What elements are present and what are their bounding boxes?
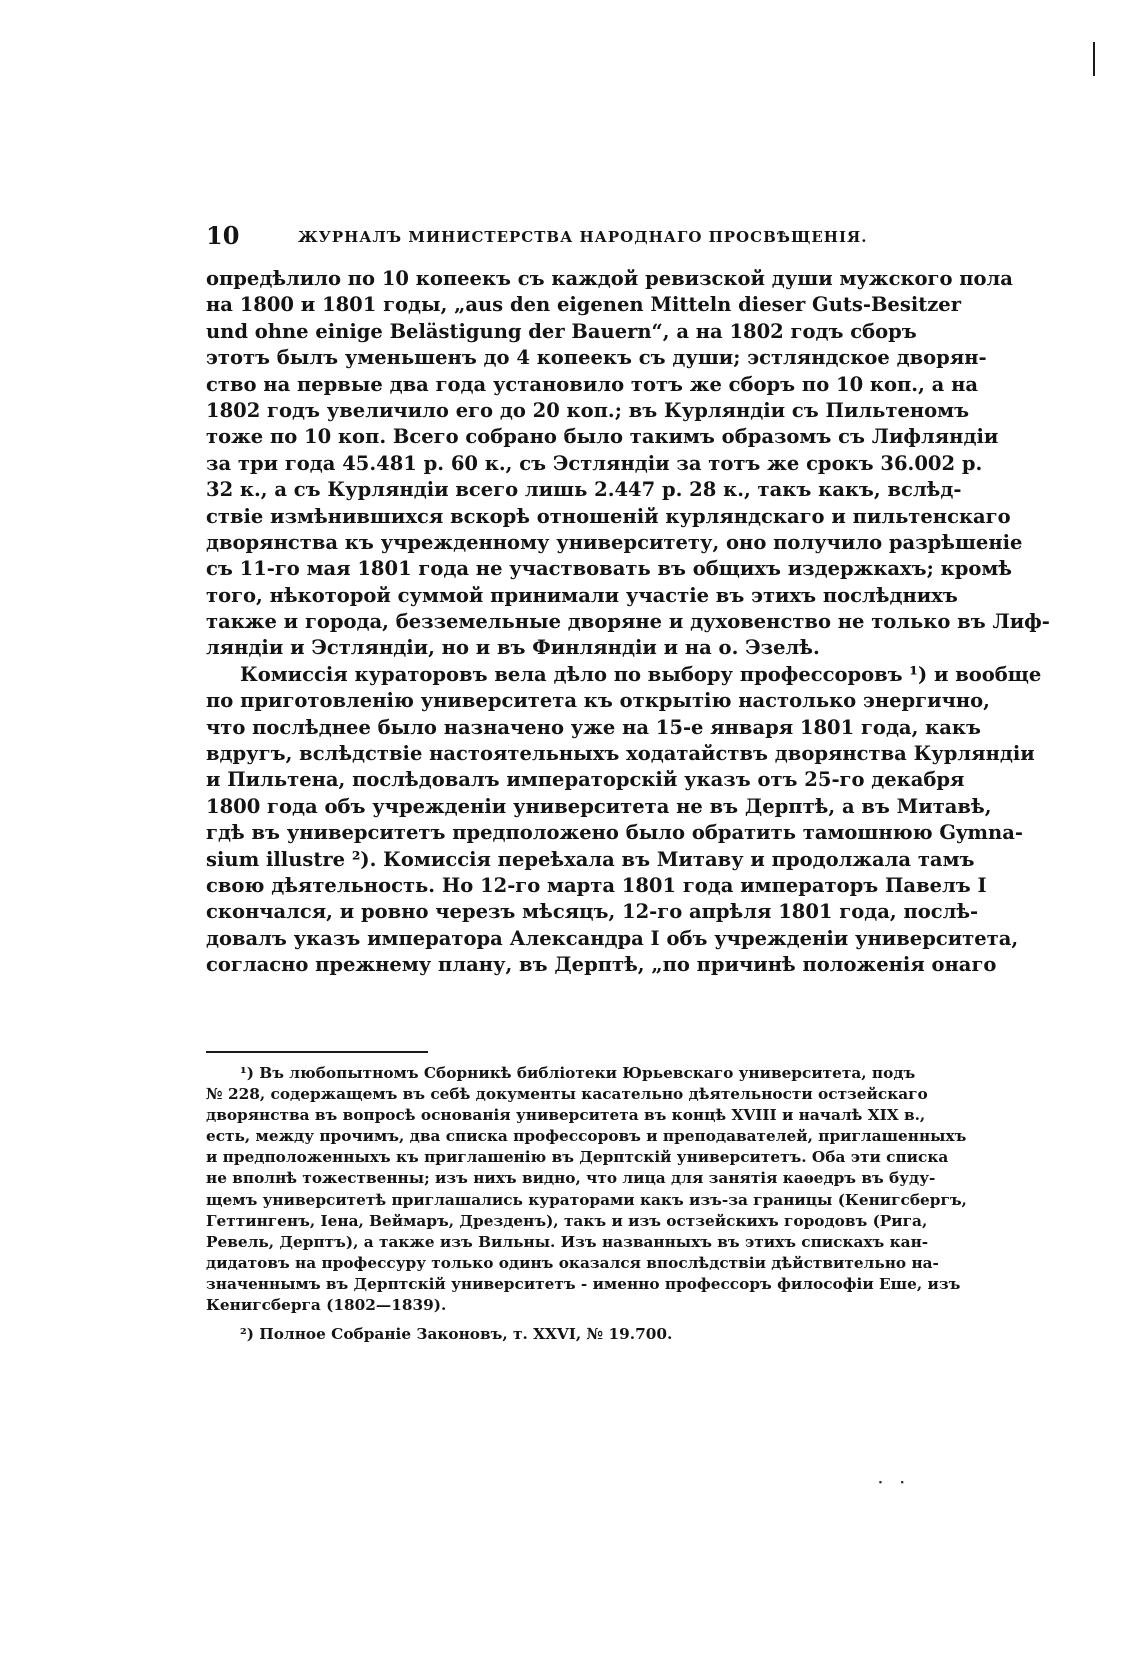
text-line: вдругъ, вслѣдствіе настоятельныхъ ходатайствъ дворянства Курляндіи: [206, 742, 1035, 766]
body-text: [206, 266, 1050, 979]
footnote-line: не вполнѣ тожественны; изъ нихъ видно, что лица для занятія каѳедръ въ буду-: [206, 1169, 936, 1188]
text-line: 1800 года объ учрежденіи университета не въ Дерптѣ, а въ Митавѣ,: [206, 794, 992, 818]
text-line: что послѣднее было назначено уже на 15-е января 1801 года, какъ: [206, 715, 981, 739]
text-line: гдѣ въ университетъ предположено было обратить тамошнюю Gymna-: [206, 821, 1023, 845]
text-line: и Пильтена, послѣдовалъ императорскій указъ отъ 25-го декабря: [206, 768, 965, 792]
footnote-line: ¹) Въ любопытномъ Сборникѣ библіотеки Юрьевскаго университета, подъ: [240, 1064, 916, 1082]
text-line: 32 к., а съ Курляндіи всего лишь 2.447 р. 28 к., такъ какъ, вслѣд-: [206, 478, 962, 502]
running-title: ЖУРНАЛЪ МИНИСТЕРСТВА НАРОДНАГО ПРОСВѢЩЕНІЯ.: [298, 228, 868, 246]
text-line: по приготовленію университета къ открытію настолько энергично,: [206, 689, 990, 713]
text-line: 1802 годъ увеличило его до 20 коп.; въ Курляндіи съ Пильтеномъ: [206, 398, 970, 422]
text-line: ство на первые два года установило тотъ же сборъ по 10 коп., а на: [206, 372, 978, 396]
text-line: также и города, безземельные дворяне и духовенство не только въ Лиф-: [206, 610, 1050, 634]
text-line: тоже по 10 коп. Всего собрано было такимъ образомъ съ Лифляндіи: [206, 425, 999, 449]
footnotes: [206, 1063, 967, 1345]
footnote-line: Кенигсберга (1802—1839).: [206, 1296, 447, 1315]
text-line: und ohne einige Belästigung der Bauern“, а на 1802 годъ сборъ: [206, 319, 917, 343]
page-number: 10: [206, 221, 240, 250]
footnote-line: значеннымъ въ Дерптскій университетъ - именно профессоръ философіи Еше, изъ: [206, 1274, 961, 1293]
footnote-line: есть, между прочимъ, два списка профессоровъ и преподавателей, приглашенныхъ: [206, 1127, 967, 1146]
footnote-gap: [206, 1316, 908, 1324]
text-line: дворянства къ учрежденному университету, оно получило разрѣшеніе: [206, 530, 1023, 554]
footnote-line: дидатовъ на профессуру только одинъ оказался впослѣдствіи дѣйствительно на-: [206, 1253, 939, 1272]
footnote-line: дворянства въ вопросѣ основанія университета въ концѣ XVIII и началѣ XIX в.,: [206, 1106, 926, 1125]
text-line: sium illustre ²). Комиссія переѣхала въ Митаву и продолжала тамъ: [206, 847, 975, 871]
text-line: этотъ былъ уменьшенъ до 4 копеекъ съ души; эстляндское дворян-: [206, 346, 987, 370]
text-line: довалъ указъ императора Александра I объ учрежденіи университета,: [206, 926, 1019, 950]
footnote-line: Геттингенъ, Іена, Веймаръ, Дрезденъ), такъ и изъ остзейскихъ городовъ (Рига,: [206, 1211, 928, 1230]
footnote-line: и предположенныхъ къ приглашенію въ Дерптскій университетъ. Оба эти списка: [206, 1148, 949, 1167]
footnote-line: щемъ университетѣ приглашались кураторами какъ изъ-за границы (Кенигсбергъ,: [206, 1190, 967, 1209]
footnote-2: ²) Полное Собраніе Законовъ, т. XXVI, № 19.700.: [240, 1325, 673, 1344]
text-line: Комиссія кураторовъ вела дѣло по выбору профессоровъ ¹) и вообще: [240, 662, 1042, 686]
footnote-line: № 228, содержащемъ въ себѣ документы касательно дѣятельности остзейскаго: [206, 1085, 928, 1104]
text-line: того, нѣкоторой суммой принимали участіе въ этихъ послѣднихъ: [206, 583, 958, 607]
text-line: на 1800 и 1801 годы, „aus den eigenen Mitteln dieser Guts-Besitzer: [206, 293, 961, 317]
text-line: ляндіи и Эстляндіи, но и въ Финляндіи и на о. Эзелѣ.: [206, 636, 820, 660]
text-line: ствіе измѣнившихся вскорѣ отношеній курляндскаго и пильтенскаго: [206, 504, 1011, 528]
footnote-divider: [206, 1051, 428, 1053]
text-line: свою дѣятельность. Но 12-го марта 1801 года императоръ Павелъ I: [206, 873, 987, 897]
page-header: [206, 222, 906, 250]
margin-rule: [1093, 42, 1095, 76]
text-line: съ 11-го мая 1801 года не участвовать въ общихъ издержкахъ; кромѣ: [206, 557, 1013, 581]
text-line: за три года 45.481 р. 60 к., съ Эстляндіи за тотъ же срокъ 36.002 р.: [206, 451, 983, 475]
footnote-line: Ревель, Дерптъ), а также изъ Вильны. Изъ названныхъ въ этихъ спискахъ кан-: [206, 1232, 929, 1251]
print-specks: · ·: [878, 1475, 911, 1491]
text-line: скончался, и ровно черезъ мѣсяцъ, 12-го апрѣля 1801 года, послѣ-: [206, 900, 979, 924]
text-line: согласно прежнему плану, въ Дерптѣ, „по причинѣ положенія онаго: [206, 953, 997, 977]
text-line: опредѣлило по 10 копеекъ съ каждой ревизской души мужского пола: [206, 267, 1013, 290]
